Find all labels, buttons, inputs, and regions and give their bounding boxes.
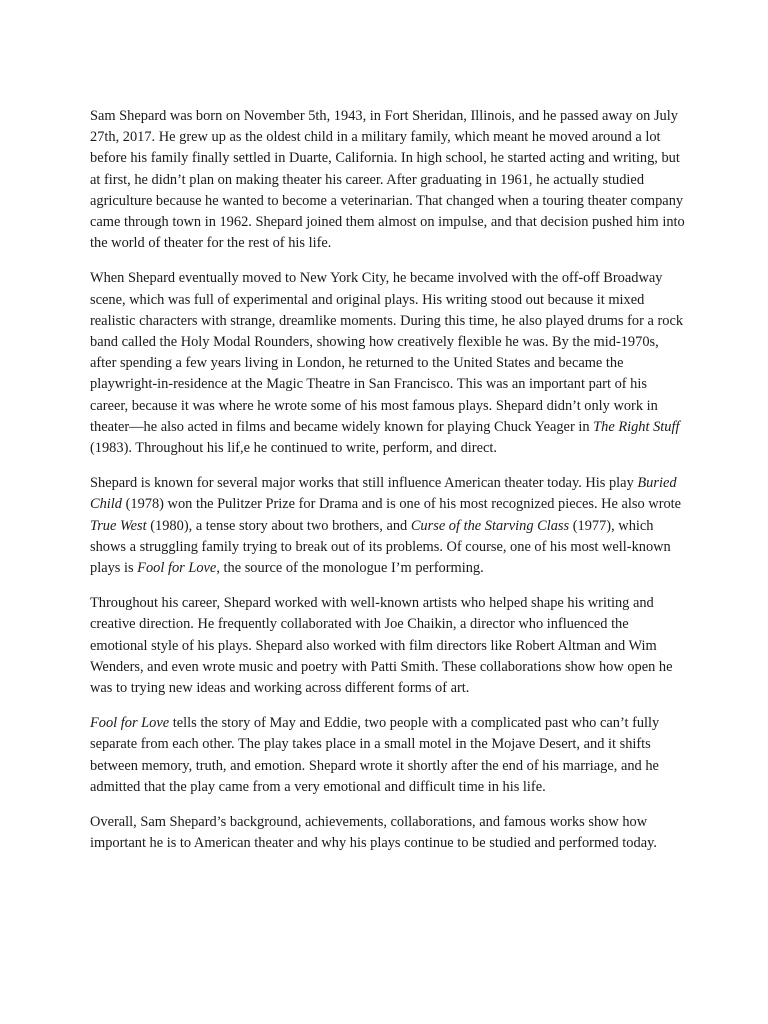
paragraph-3 (90, 473, 686, 579)
text-run: , the source of the monologue I’m performing. (216, 560, 484, 577)
paragraph-4 (90, 593, 686, 699)
text-run: Sam Shepard was born on November 5th, 1943, in Fort Sheridan, Illinois, and he passed away on July 27th, 2017. He grew up as the oldest child in a military family, which meant he moved around a lot before his family finally settled in Duarte, California. In high school, he started acting and writing, but at first, he didn’t plan on making theater his career. After graduating in 1961, he actually studied agriculture because he wanted to become a veterinarian. That changed when a touring theater company came through town in 1962. Shepard joined them almost on impulse, and that decision pushed him into the world of theater for the rest of his life. (90, 108, 685, 252)
paragraph-1 (90, 106, 686, 254)
text-run: (1980), a tense story about two brothers, and (146, 517, 411, 534)
text-run: When Shepard eventually moved to New York City, he became involved with the off-off Broadway scene, which was full of experimental and original plays. His writing stood out because it mixed realistic characters with strange, dreamlike moments. During this time, he also played drums for a rock band called the Holy Modal Rounders, showing how creatively flexible he was. By the mid-1970s, after spending a few years living in London, he returned to the United States and became the playwright-in-residence at the Magic Theatre in San Francisco. This was an important part of his career, because it was where he wrote some of his most famous plays. Shepard didn’t only work in theater—he also acted in films and became widely known for playing Chuck Yeager in (90, 270, 684, 435)
text-run: tells the story of May and Eddie, two people with a complicated past who can’t fully separate from each other. The play takes place in a small motel in the Mojave Desert, and it shifts between memory, truth, and emotion. Shepard wrote it shortly after the end of his marriage, and he admitted that the play came from a very emotional and difficult time in his life. (90, 715, 660, 795)
text-run: Overall, Sam Shepard’s background, achievements, collaborations, and famous works show how important he is to American theater and why his plays continue to be studied and performed today. (90, 814, 657, 852)
text-run: (1978) won the Pulitzer Prize for Drama and is one of his most recognized pieces. He also wrote (122, 496, 682, 513)
text-run: Throughout his career, Shepard worked with well-known artists who helped shape his writing and creative direction. He frequently collaborated with Joe Chaikin, a director who influenced the emotional style of his plays. Shepard also worked with film directors like Robert Altman and Wim Wenders, and even wrote music and poetry with Patti Smith. These collaborations show how open he was to trying new ideas and working across different forms of art. (90, 595, 673, 697)
paragraph-6 (90, 812, 686, 854)
text-run: Shepard is known for several major works that still influence American theater today. His play (90, 475, 638, 492)
text-run: (1977), which shows a struggling family trying to break out of its problems. Of course, one of his most well-known plays is (90, 517, 671, 577)
italic-title: Curse of the Starving Class (410, 517, 570, 534)
text-run: (1983). Throughout his lif,e he continued to write, perform, and direct. (90, 440, 497, 457)
document-body (90, 106, 686, 869)
italic-title: Buried Child (90, 475, 677, 513)
paragraph-2 (90, 268, 686, 459)
italic-title: The Right Stuff (593, 418, 680, 435)
italic-title: Fool for Love (90, 715, 170, 732)
paragraph-5 (90, 713, 686, 798)
italic-title: Fool for Love (137, 560, 217, 577)
italic-title: True West (90, 517, 147, 534)
